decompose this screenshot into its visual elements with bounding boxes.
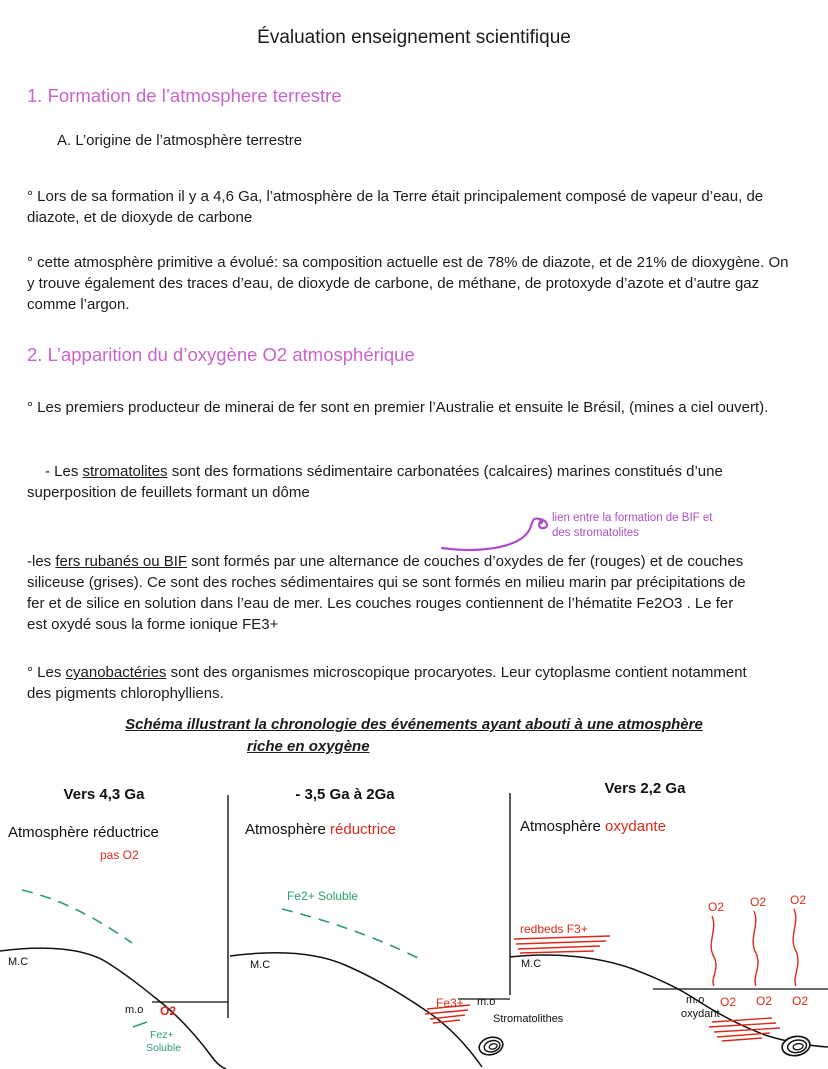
panel1-ground-curve	[0, 948, 226, 1069]
panel3-o2-wavy-lines	[711, 909, 798, 986]
annotation-line2: des stromatolites	[552, 526, 639, 539]
panel2-mo-label: m.o	[477, 996, 496, 1008]
panel1-green-dash-small	[133, 1022, 147, 1027]
cyano-term: cyanobactéries	[65, 664, 167, 681]
panel3-oxydant-label: oxydant	[681, 1008, 720, 1020]
para-cyanobacteries	[27, 662, 775, 704]
stromatolites-pre: - Les	[45, 463, 83, 480]
panel2-atmosphere-label	[245, 821, 396, 838]
curved-arrow-icon	[428, 506, 560, 552]
para-atmosphere-evolution: ° cette atmosphère primitive a évolué: sa composition actuelle est de 78% de diazote, et de 21% de dioxygène. On y trouve également des traces d’eau, de dioxyde de carbone, de méthane, de protoxyde d’azote et d’autre gaz comme l’argon.	[27, 254, 789, 313]
bif-pre: -les	[27, 553, 56, 570]
panel3-redbeds-label: redbeds F3+	[520, 922, 588, 936]
panel3-o2-top3-label: O2	[790, 893, 807, 907]
annotation-bif-stromatolites	[552, 511, 712, 540]
panel2-stromatolithes-label: Stromatolithes	[493, 1013, 564, 1025]
panel3-atmosphere-state: oxydante	[605, 818, 666, 835]
panel1-mc-label: M.C	[8, 956, 29, 968]
cyano-pre: ° Les	[27, 664, 66, 681]
panel2-fe3-label: Fe3+	[436, 996, 464, 1010]
panel3-o2-bottom2-label: O2	[756, 994, 773, 1008]
panel2-mc-label: M.C	[250, 959, 271, 971]
chronology-diagram	[0, 775, 828, 1069]
panel3-redbeds-hatching	[514, 936, 610, 953]
diagram-caption-line2: riche en oxygène	[247, 738, 370, 755]
bif-post: sont formés par une alternance de couches d’oxydes de fer (rouges) et de couches siliceuse (grises). Ce sont des roches sédimentaires qui se sont formés en milieu marin par précipitations de fer et de silice en solution dans l’eau de mer. Les couches rouges contiennent de l’hématite Fe2O3 . Le fer est oxydé sous la forme ionique FE3+	[27, 553, 746, 633]
panel1-mo-label: m.o	[125, 1004, 144, 1016]
stromatolites-post: sont des formations sédimentaire carbonatées (calcaires) marines constitués d’une superposition de feuillets formant un dôme	[27, 463, 723, 501]
panel1-o2-label: O2	[160, 1004, 177, 1018]
panel3-mo-label: m.o	[686, 994, 705, 1006]
panel2-atmosphere-prefix: Atmosphère	[245, 821, 331, 838]
section1-heading: 1. Formation de l’atmosphere terrestre	[27, 85, 342, 106]
panel3-atmosphere-label	[520, 818, 666, 835]
annotation-line1: lien entre la formation de BIF et	[552, 512, 713, 524]
cyano-post: sont des organismes microscopique procaryotes. Leur cytoplasme contient notamment des pigments chlorophylliens.	[27, 664, 747, 702]
panel3-bottom-red-hatching	[709, 1018, 780, 1041]
section2-heading: 2. L’apparition du d’oxygène O2 atmosphérique	[27, 344, 415, 365]
panel2-green-dashes	[282, 909, 420, 959]
panel2-stromatolite-shell-icon	[477, 1035, 505, 1058]
document-title: Évaluation enseignement scientifique	[257, 27, 571, 48]
panel1-soluble-label: Soluble	[146, 1042, 182, 1054]
panel1-atmosphere-label: Atmosphère réductrice	[8, 824, 159, 841]
panel3-atmosphere-prefix: Atmosphère	[520, 818, 606, 835]
panel1-fez-label: Fez+	[150, 1029, 174, 1041]
panel2-fe2-soluble-label: Fe2+ Soluble	[287, 889, 359, 903]
panel3-o2-top2-label: O2	[750, 895, 767, 909]
section1-subheading: A. L’origine de l’atmosphère terrestre	[57, 132, 303, 149]
panel2-atmosphere-state: réductrice	[330, 821, 396, 838]
panel3-ground-curve	[510, 955, 828, 1047]
panel3-o2-top1-label: O2	[708, 900, 725, 914]
panel1-title: Vers 4,3 Ga	[63, 786, 145, 803]
para-atmosphere-formation: ° Lors de sa formation il y a 4,6 Ga, l’atmosphère de la Terre était principalement composé de vapeur d’eau, de diazote, et de dioxyde de carbone	[27, 188, 764, 226]
panel1-pas-o2-label: pas O2	[100, 848, 139, 862]
panel3-title: Vers 2,2 Ga	[604, 780, 686, 797]
para-iron-mines: ° Les premiers producteur de minerai de fer sont en premier l’Australie et ensuite le Brésil, (mines a ciel ouvert).	[27, 399, 769, 416]
panel2-title: - 3,5 Ga à 2Ga	[295, 786, 395, 803]
para-banded-iron	[27, 551, 755, 635]
panel3-o2-bottom1-label: O2	[720, 995, 737, 1009]
para-stromatolites	[27, 461, 769, 503]
bif-term: fers rubanés ou BIF	[55, 553, 188, 570]
panel3-o2-bottom3-label: O2	[792, 994, 809, 1008]
diagram-caption-line1: Schéma illustrant la chronologie des événements ayant abouti à une atmosphère	[125, 716, 703, 733]
stromatolites-term: stromatolites	[82, 463, 168, 480]
panel3-mc-label: M.C	[521, 958, 542, 970]
panel3-stromatolite-shell-icon	[781, 1034, 812, 1058]
panel1-green-dashes	[22, 890, 132, 943]
